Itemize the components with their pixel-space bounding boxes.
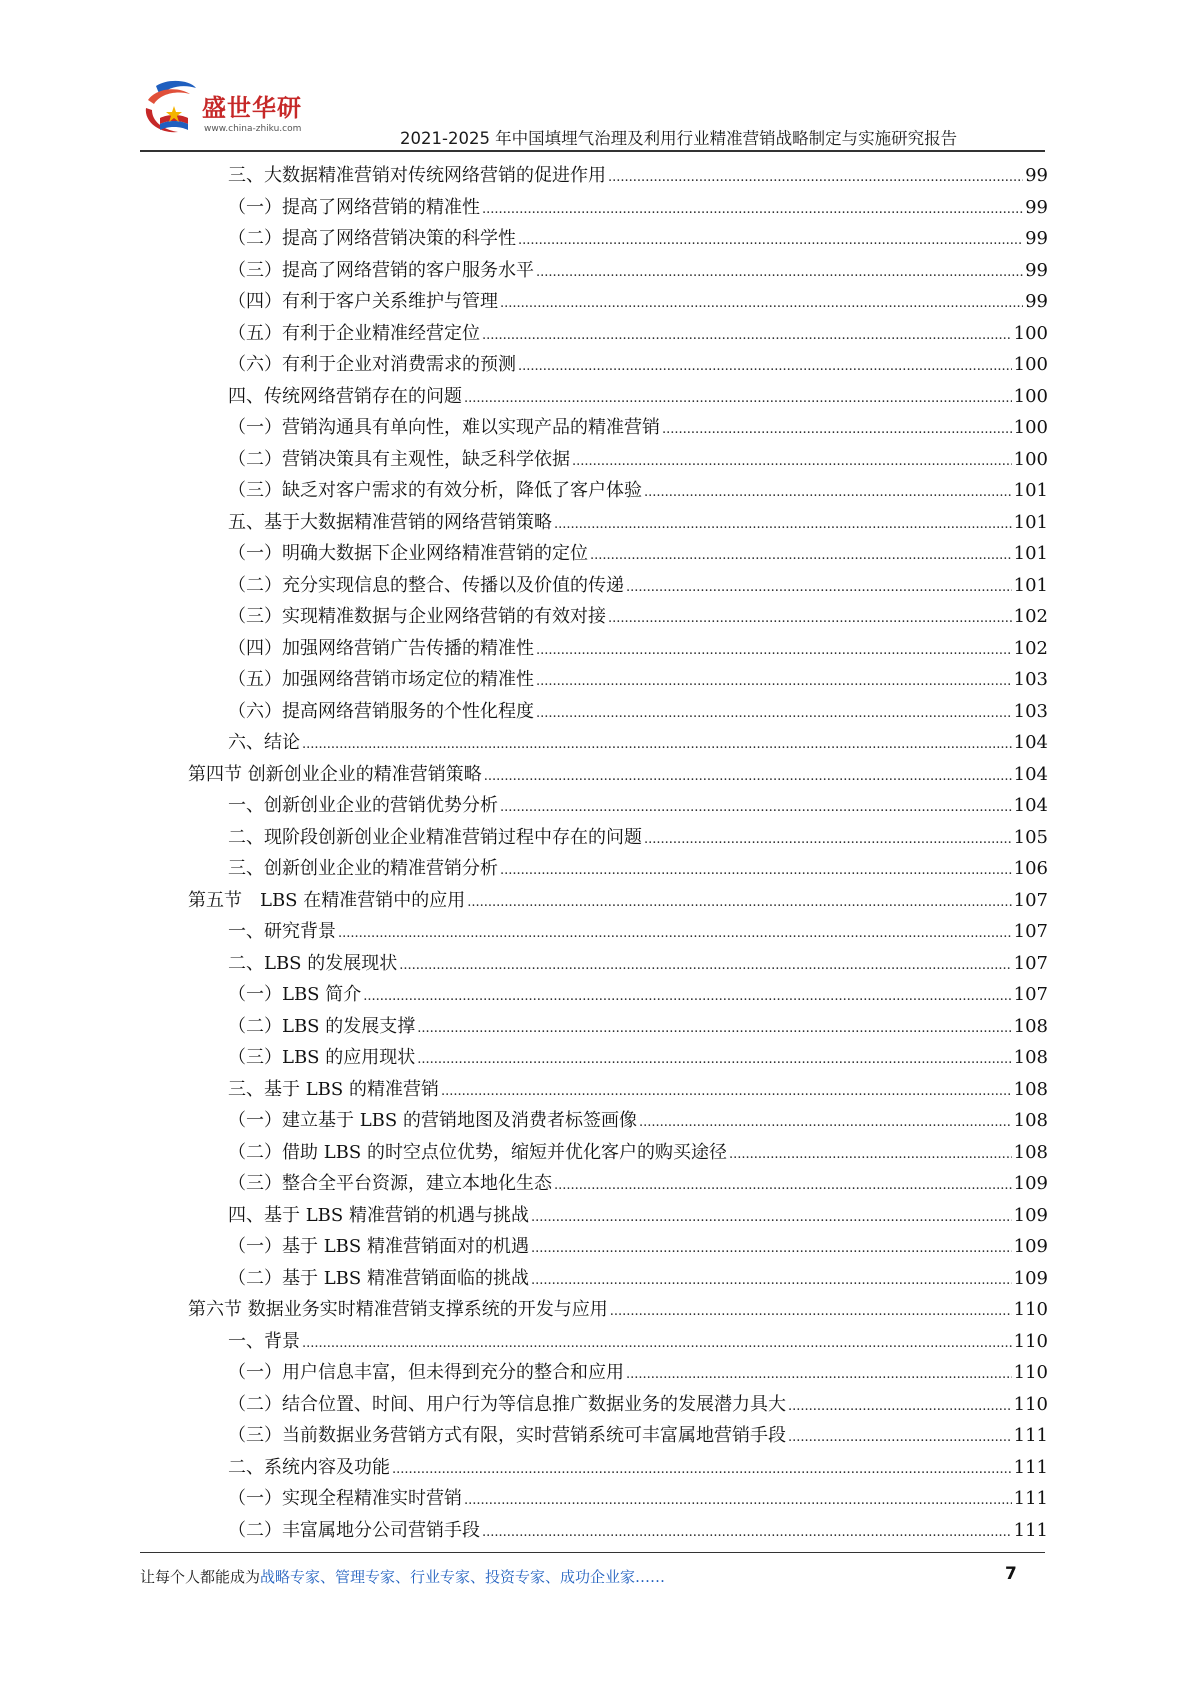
toc-entry-page: 100 — [1013, 322, 1048, 344]
toc-entry-label: 二、现阶段创新创业企业精准营销过程中存在的问题 — [228, 826, 642, 848]
toc-dot-leader — [518, 351, 1012, 383]
toc-entry-page: 109 — [1013, 1267, 1048, 1289]
toc-entry-label: （二）提高了网络营销决策的科学性 — [228, 228, 516, 249]
toc-entry[interactable] — [188, 286, 1048, 318]
toc-entry[interactable] — [188, 727, 1048, 759]
toc-entry[interactable] — [188, 1042, 1048, 1074]
toc-entry[interactable] — [188, 412, 1048, 444]
toc-entry-page: 111 — [1013, 1488, 1048, 1509]
toc-dot-leader — [590, 540, 1012, 572]
toc-entry[interactable] — [188, 696, 1048, 728]
toc-entry[interactable] — [188, 1515, 1048, 1547]
toc-dot-leader — [392, 1454, 1012, 1486]
toc-entry-label: 六、结论 — [228, 732, 300, 753]
toc-entry-page: 110 — [1013, 1299, 1048, 1320]
toc-entry-label: （六）有利于企业对消费需求的预测 — [228, 354, 516, 375]
toc-dot-leader — [302, 729, 1012, 761]
toc-entry[interactable] — [188, 790, 1048, 822]
toc-entry-page: 105 — [1013, 826, 1048, 848]
toc-entry-page: 109 — [1013, 1173, 1048, 1194]
toc-dot-leader — [729, 1139, 1012, 1171]
logo-url: www.china-zhiku.com — [204, 124, 302, 134]
slogan-roles: 战略专家、管理专家、行业专家、投资专家、成功企业家…… — [260, 1568, 666, 1586]
footer-slogan — [140, 1566, 665, 1587]
toc-entry-page: 102 — [1013, 606, 1048, 627]
toc-entry-page: 104 — [1013, 732, 1048, 753]
toc-entry-label: （三）缺乏对客户需求的有效分析，降低了客户体验 — [228, 480, 642, 501]
toc-dot-leader — [639, 1107, 1012, 1139]
toc-entry[interactable] — [188, 444, 1048, 476]
toc-entry[interactable] — [188, 255, 1048, 287]
toc-entry-page: 104 — [1013, 795, 1048, 816]
toc-entry-page: 108 — [1013, 1078, 1048, 1100]
toc-dot-leader — [626, 572, 1012, 604]
toc-entry-page: 110 — [1013, 1362, 1048, 1383]
toc-entry-label: 第五节 LBS 在精准营销中的应用 — [188, 889, 466, 911]
toc-entry-page: 110 — [1013, 1330, 1048, 1352]
toc-entry-label: （一）LBS 简介 — [228, 984, 362, 1005]
toc-entry[interactable] — [188, 601, 1048, 633]
toc-entry-page: 107 — [1013, 984, 1048, 1005]
toc-entry-page: 99 — [1025, 196, 1048, 218]
toc-entry-label: （二）营销决策具有主观性，缺乏科学依据 — [228, 448, 570, 470]
toc-entry[interactable] — [188, 633, 1048, 665]
toc-entry-page: 109 — [1013, 1236, 1048, 1257]
toc-entry-label: （二）借助 LBS 的时空点位优势，缩短并优化客户的购买途径 — [228, 1141, 727, 1163]
toc-entry-page: 107 — [1013, 889, 1048, 911]
toc-entry-page: 107 — [1013, 952, 1048, 974]
toc-entry-label: （一）建立基于 LBS 的营销地图及消费者标签画像 — [228, 1110, 637, 1131]
toc-dot-leader — [464, 383, 1012, 415]
toc-entry[interactable] — [188, 979, 1048, 1011]
toc-entry-label: （五）加强网络营销市场定位的精准性 — [228, 669, 534, 690]
toc-entry-page: 103 — [1013, 669, 1048, 690]
toc-dot-leader — [644, 477, 1012, 509]
toc-entry-page: 102 — [1013, 637, 1048, 659]
toc-entry-page: 99 — [1025, 291, 1048, 312]
toc-entry-label: （一）营销沟通具有单向性，难以实现产品的精准营销 — [228, 417, 660, 438]
toc-entry-page: 99 — [1025, 228, 1048, 249]
toc-entry-page: 101 — [1013, 511, 1048, 533]
toc-entry-label: （一）基于 LBS 精准营销面对的机遇 — [228, 1236, 529, 1257]
toc-entry[interactable] — [188, 1420, 1048, 1452]
toc-entry[interactable] — [188, 822, 1048, 854]
toc-dot-leader — [554, 1170, 1012, 1202]
toc-entry[interactable] — [188, 1389, 1048, 1421]
toc-entry-page: 101 — [1013, 543, 1048, 564]
toc-entry-page: 108 — [1013, 1141, 1048, 1163]
logo-name: 盛世华研 — [202, 94, 302, 122]
header-divider — [140, 150, 1045, 152]
toc-entry[interactable] — [188, 1011, 1048, 1043]
toc-entry-page: 103 — [1013, 700, 1048, 722]
toc-dot-leader — [467, 887, 1011, 919]
toc-entry-label: （三）提高了网络营销的客户服务水平 — [228, 259, 534, 281]
toc-entry-page: 99 — [1025, 165, 1048, 186]
toc-entry-label: 一、背景 — [228, 1330, 300, 1352]
toc-entry-page: 111 — [1013, 1425, 1048, 1446]
toc-dot-leader — [399, 950, 1011, 982]
toc-entry-page: 106 — [1013, 858, 1048, 879]
toc-entry[interactable] — [188, 664, 1048, 696]
page-number: 7 — [1005, 1564, 1017, 1584]
toc-dot-leader — [464, 1485, 1012, 1517]
toc-dot-leader — [788, 1422, 1012, 1454]
toc-entry[interactable] — [188, 1105, 1048, 1137]
toc-dot-leader — [554, 509, 1012, 541]
footer-divider — [140, 1552, 1045, 1553]
toc-entry[interactable] — [188, 507, 1048, 539]
toc-dot-leader — [536, 698, 1012, 730]
toc-dot-leader — [484, 761, 1012, 793]
toc-entry-page: 110 — [1013, 1393, 1048, 1415]
toc-entry-label: （一）用户信息丰富，但未得到充分的整合和应用 — [228, 1362, 624, 1383]
toc-entry-label: 第六节 数据业务实时精准营销支撑系统的开发与应用 — [188, 1299, 608, 1320]
toc-entry-label: （四）加强网络营销广告传播的精准性 — [228, 637, 534, 659]
toc-entry-label: （四）有利于客户关系维护与管理 — [228, 291, 498, 312]
toc-entry-label: （一）明确大数据下企业网络精准营销的定位 — [228, 543, 588, 564]
toc-dot-leader — [626, 1359, 1012, 1391]
toc-dot-leader — [363, 981, 1011, 1013]
toc-entry-page: 107 — [1013, 921, 1048, 942]
toc-entry[interactable] — [188, 1326, 1048, 1358]
toc-entry[interactable] — [188, 1483, 1048, 1515]
toc-entry[interactable] — [188, 885, 1048, 917]
toc-entry-page: 108 — [1013, 1110, 1048, 1131]
toc-entry-label: 四、基于 LBS 精准营销的机遇与挑战 — [228, 1204, 529, 1226]
toc-entry-label: （二）基于 LBS 精准营销面临的挑战 — [228, 1267, 529, 1289]
toc-entry[interactable] — [188, 1200, 1048, 1232]
toc-entry[interactable] — [188, 1137, 1048, 1169]
toc-entry[interactable] — [188, 1168, 1048, 1200]
toc-dot-leader — [302, 1328, 1012, 1360]
toc-entry-label: （一）提高了网络营销的精准性 — [228, 196, 480, 218]
toc-entry[interactable] — [188, 349, 1048, 381]
toc-entry-page: 109 — [1013, 1204, 1048, 1226]
toc-dot-leader — [441, 1076, 1012, 1108]
toc-entry-page: 99 — [1025, 259, 1048, 281]
toc-entry-label: （三）LBS 的应用现状 — [228, 1047, 416, 1068]
toc-entry-label: （二）充分实现信息的整合、传播以及价值的传递 — [228, 574, 624, 596]
toc-entry-label: 三、基于 LBS 的精准营销 — [228, 1078, 439, 1100]
toc-entry-label: （二）结合位置、时间、用户行为等信息推广数据业务的发展潜力具大 — [228, 1393, 786, 1415]
toc-entry-page: 100 — [1013, 417, 1048, 438]
toc-dot-leader — [482, 320, 1012, 352]
toc-dot-leader — [572, 446, 1012, 478]
table-of-contents — [188, 160, 1048, 1546]
toc-dot-leader — [417, 1044, 1011, 1076]
report-title: 2021-2025 年中国填埋气治理及利用行业精准营销战略制定与实施研究报告 — [400, 129, 958, 148]
toc-entry[interactable] — [188, 538, 1048, 570]
toc-dot-leader — [644, 824, 1012, 856]
toc-entry[interactable] — [188, 1074, 1048, 1106]
toc-entry-label: （三）整合全平台资源，建立本地化生态 — [228, 1173, 552, 1194]
toc-dot-leader — [531, 1202, 1012, 1234]
toc-entry-page: 101 — [1013, 480, 1048, 501]
toc-dot-leader — [536, 257, 1023, 289]
toc-dot-leader — [608, 603, 1012, 635]
toc-entry-label: 四、传统网络营销存在的问题 — [228, 385, 462, 407]
toc-entry-label: 五、基于大数据精准营销的网络营销策略 — [228, 511, 552, 533]
toc-entry-label: 三、创新创业企业的精准营销分析 — [228, 858, 498, 879]
toc-entry[interactable] — [188, 570, 1048, 602]
toc-entry-page: 108 — [1013, 1015, 1048, 1037]
toc-dot-leader — [500, 792, 1012, 824]
toc-entry-page: 100 — [1013, 448, 1048, 470]
toc-entry-page: 108 — [1013, 1047, 1048, 1068]
toc-entry-label: （一）实现全程精准实时营销 — [228, 1488, 462, 1509]
toc-entry[interactable] — [188, 192, 1048, 224]
toc-entry-label: 二、系统内容及功能 — [228, 1456, 390, 1478]
toc-entry-page: 111 — [1013, 1456, 1048, 1478]
toc-entry-page: 100 — [1013, 385, 1048, 407]
toc-dot-leader — [536, 635, 1012, 667]
toc-dot-leader — [500, 855, 1012, 887]
toc-dot-leader — [417, 1013, 1011, 1045]
toc-dot-leader — [662, 414, 1012, 446]
company-logo — [138, 78, 302, 148]
toc-entry[interactable] — [188, 1452, 1048, 1484]
toc-dot-leader — [608, 162, 1023, 194]
toc-entry-label: （二）丰富属地分公司营销手段 — [228, 1519, 480, 1541]
toc-entry-page: 111 — [1013, 1519, 1048, 1541]
toc-entry[interactable] — [188, 1357, 1048, 1389]
toc-entry-label: （三）实现精准数据与企业网络营销的有效对接 — [228, 606, 606, 627]
toc-entry[interactable] — [188, 381, 1048, 413]
toc-dot-leader — [482, 1517, 1012, 1549]
toc-dot-leader — [536, 666, 1012, 698]
toc-entry[interactable] — [188, 318, 1048, 350]
page-header — [0, 0, 1191, 160]
toc-entry-label: 一、创新创业企业的营销优势分析 — [228, 795, 498, 816]
toc-entry[interactable] — [188, 1263, 1048, 1295]
toc-entry[interactable] — [188, 759, 1048, 791]
toc-dot-leader — [610, 1296, 1012, 1328]
toc-entry[interactable] — [188, 223, 1048, 255]
toc-dot-leader — [500, 288, 1023, 320]
toc-entry-label: （六）提高网络营销服务的个性化程度 — [228, 700, 534, 722]
toc-entry[interactable] — [188, 1294, 1048, 1326]
toc-entry-label: （二）LBS 的发展支撑 — [228, 1015, 416, 1037]
toc-dot-leader — [338, 918, 1012, 950]
toc-dot-leader — [788, 1391, 1012, 1423]
toc-entry-page: 101 — [1013, 574, 1048, 596]
toc-dot-leader — [482, 194, 1023, 226]
slogan-prefix: 让每个人都能成为 — [140, 1568, 261, 1586]
toc-entry-page: 100 — [1013, 354, 1048, 375]
toc-dot-leader — [531, 1265, 1012, 1297]
toc-entry-label: （三）当前数据业务营销方式有限，实时营销系统可丰富属地营销手段 — [228, 1425, 786, 1446]
toc-dot-leader — [518, 225, 1023, 257]
toc-entry-label: （五）有利于企业精准经营定位 — [228, 322, 480, 344]
toc-entry-page: 104 — [1013, 763, 1048, 785]
toc-entry-label: 二、LBS 的发展现状 — [228, 952, 398, 974]
toc-entry-label: 第四节 创新创业企业的精准营销策略 — [188, 763, 482, 785]
toc-entry[interactable] — [188, 1231, 1048, 1263]
toc-entry[interactable] — [188, 853, 1048, 885]
toc-entry[interactable] — [188, 948, 1048, 980]
toc-dot-leader — [531, 1233, 1012, 1265]
logo-swoosh-icon — [138, 78, 210, 144]
toc-entry-label: 一、研究背景 — [228, 921, 336, 942]
toc-entry-label: 三、大数据精准营销对传统网络营销的促进作用 — [228, 165, 606, 186]
toc-entry[interactable] — [188, 916, 1048, 948]
toc-entry[interactable] — [188, 160, 1048, 192]
toc-entry[interactable] — [188, 475, 1048, 507]
